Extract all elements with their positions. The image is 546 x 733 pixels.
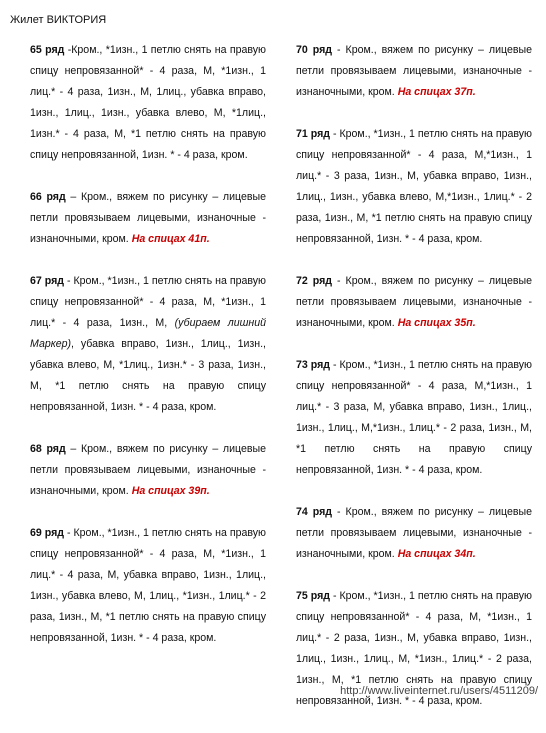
row-text: - Кром., *1изн., 1 петлю снять на правую спицу непровязанной* - 4 раза, М,*1изн., 1 лиц.* - 3 раза, М, убавка вправо, 1изн., 1лиц., 1изн., 1лиц., М,*1изн., 1лиц.* - 2 раза, 1изн., М, *1 петлю снять на правую спицу непровязанной, 1изн. * - 4 раза, кром. [296, 359, 533, 476]
row-instruction [30, 187, 266, 250]
row-number: 72 ряд [296, 275, 333, 287]
row-number: 65 ряд [30, 44, 65, 56]
row-number: 66 ряд [30, 191, 66, 203]
row-text: - Кром., вяжем по рисунку – лицевые петли провязываем лицевыми, изнаночные - изнаночными, кром. [296, 275, 532, 329]
stitch-count-note: На спицах 37п. [397, 86, 476, 98]
row-instruction [30, 40, 266, 166]
row-number: 74 ряд [296, 506, 333, 518]
row-text: -Кром., *1изн., 1 петлю снять на правую спицу непровязанной* - 4 раза, М, *1изн., 1 лиц.* - 4 раза, 1изн., М, 1лиц., убавка вправо, 1изн., 1лиц., 1изн., убавка влево, М, *1лиц., 1изн.* - 4 раза, М, *1 петлю снять на правую спицу непровязанной, 1изн. * - 4 раза, кром. [30, 44, 266, 161]
row-number: 71 ряд [296, 128, 330, 140]
row-number: 69 ряд [30, 527, 64, 539]
row-text: - Кром., *1изн., 1 петлю снять на правую спицу непровязанной* - 4 раза, М, *1изн., 1 лиц.* - 2 раза, 1изн., М, убавка вправо, 1изн., 1лиц., 1изн., 1лиц., М, *1изн., 1лиц.* - 2 раза, 1изн., М, *1 петлю снять на правую спицу непровязанной, 1изн. * - 4 раза, кром. [296, 590, 533, 707]
document-header: Жилет ВИКТОРИЯ [10, 14, 107, 26]
source-url: http://www.liveinternet.ru/users/4511209/ [340, 685, 538, 697]
row-number: 75 ряд [296, 590, 330, 602]
row-text: - Кром., *1изн., 1 петлю снять на правую спицу непровязанной* - 4 раза, М, *1изн., 1 лиц.* - 4 раза, М, убавка вправо, 1изн., 1лиц., 1изн., убавка влево, М, 1лиц., *1изн., 1лиц.* - 2 раза, 1изн., М, *1 петлю снять на правую спицу непровязанной, 1изн. * - 4 раза, кром. [30, 527, 267, 644]
row-number: 73 ряд [296, 359, 330, 371]
row-text: - Кром., *1изн., 1 петлю снять на правую спицу непровязанной* - 4 раза, М, *1изн., 1 лиц.* - 4 раза, 1изн., М, [30, 275, 267, 329]
stitch-count-note: На спицах 41п. [131, 233, 210, 245]
row-text: – Кром., вяжем по рисунку – лицевые петли провязываем лицевыми, изнаночные - изнаночными, кром. [30, 443, 266, 497]
left-column [30, 40, 266, 670]
stitch-count-note: На спицах 39п. [131, 485, 210, 497]
stitch-count-note: На спицах 34п. [397, 548, 476, 560]
stitch-count-note: На спицах 35п. [397, 317, 476, 329]
row-text: , убавка вправо, 1изн., 1лиц., 1изн., убавка влево, М, *1лиц., 1изн.* - 3 раза, 1изн., М, *1 петлю снять на правую спицу непровязанной, 1изн. * - 4 раза, кром. [30, 338, 266, 413]
right-column [296, 40, 532, 733]
row-number: 70 ряд [296, 44, 333, 56]
row-instruction [30, 523, 266, 649]
row-instruction [30, 271, 266, 418]
row-instruction [296, 355, 532, 481]
row-text: - Кром., *1изн., 1 петлю снять на правую спицу непровязанной* - 4 раза, М,*1изн., 1 лиц.* - 3 раза, 1изн., М, убавка вправо, 1изн., 1лиц., 1изн., убавка влево, М,*1изн., 1лиц.* - 2 раза, 1изн., М, *1 петлю снять на правую спицу непровязанной, 1изн. * - 4 раза, кром. [296, 128, 533, 245]
row-instruction [296, 40, 532, 103]
row-text: - Кром., вяжем по рисунку – лицевые петли провязываем лицевыми, изнаночные - изнаночными, кром. [296, 506, 532, 560]
row-instruction [296, 124, 532, 250]
row-number: 68 ряд [30, 443, 66, 455]
row-text: - Кром., вяжем по рисунку – лицевые петли провязываем лицевыми, изнаночные - изнаночными, кром. [296, 44, 532, 98]
row-text: – Кром., вяжем по рисунку – лицевые петли провязываем лицевыми, изнаночные - изнаночными, кром. [30, 191, 266, 245]
row-text: (убираем лишний Маркер) [30, 317, 266, 350]
row-instruction [296, 271, 532, 334]
row-instruction [30, 439, 266, 502]
row-instruction [296, 502, 532, 565]
row-number: 67 ряд [30, 275, 64, 287]
